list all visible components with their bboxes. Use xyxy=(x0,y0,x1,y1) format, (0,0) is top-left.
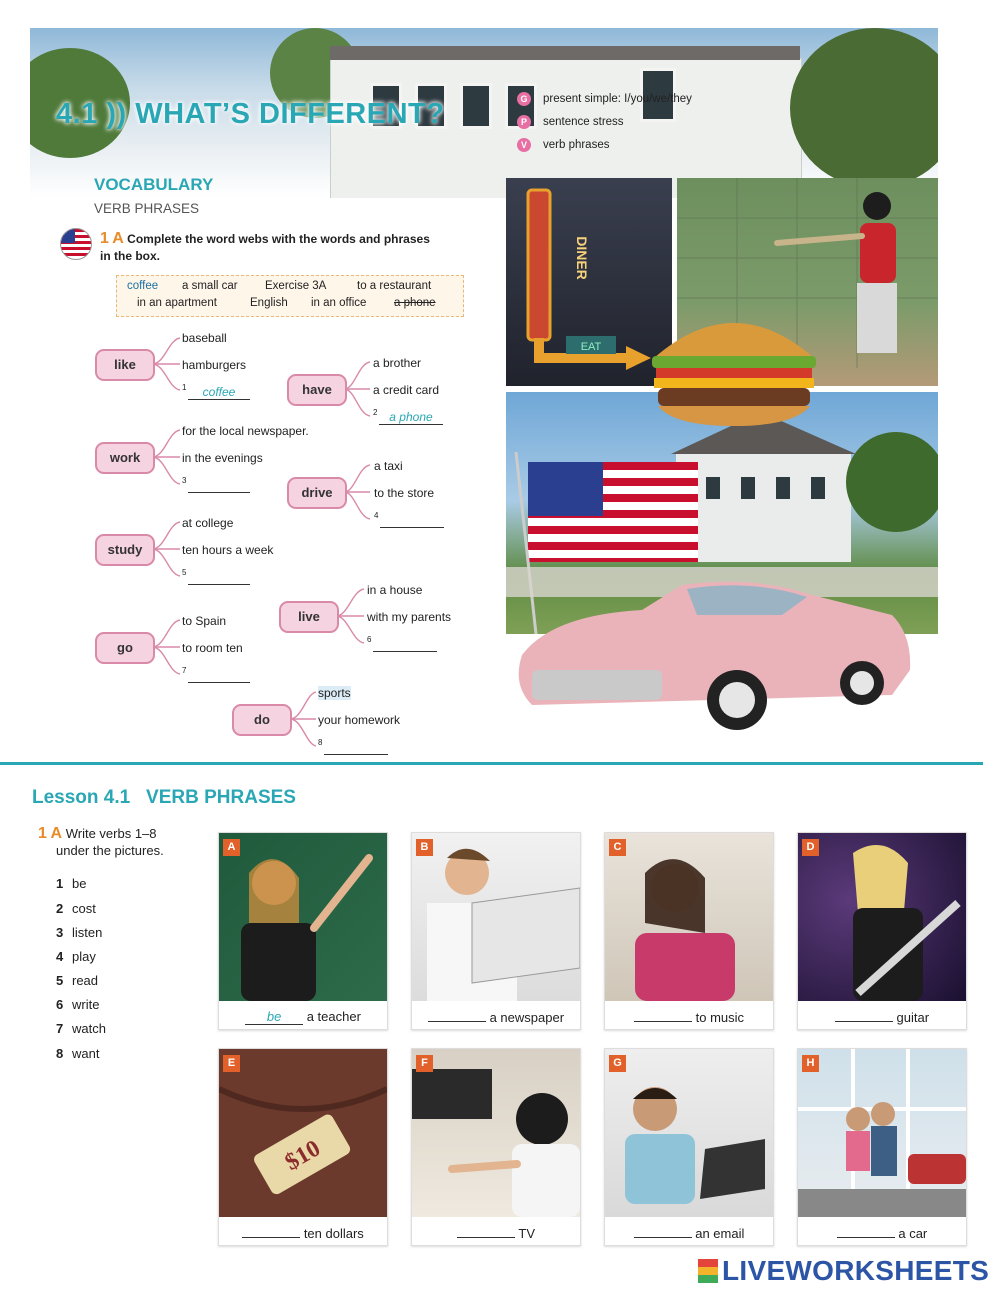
verb-number: 6 xyxy=(56,997,64,1012)
grammar-text: present simple: I/you/we/they xyxy=(543,93,692,105)
newspaper-photo xyxy=(412,833,580,1001)
blank-number: 4 xyxy=(374,511,379,520)
verb-number: 5 xyxy=(56,973,64,988)
web-item: baseball xyxy=(182,331,227,345)
blank-number: 8 xyxy=(318,738,323,747)
picture-letter: D xyxy=(802,839,819,856)
eat-sign-text: EAT xyxy=(580,341,602,353)
answer-blank[interactable] xyxy=(634,1021,692,1022)
liveworksheets-logo xyxy=(698,1255,989,1287)
price-tag-photo xyxy=(219,1049,387,1217)
diner-sign-text: DINER xyxy=(574,236,590,280)
pink-car-photo xyxy=(512,575,914,755)
caption-text: ten dollars xyxy=(303,1226,364,1241)
verb-word: write xyxy=(72,997,100,1012)
caption-text: to music xyxy=(695,1010,745,1025)
logo-text: LIVEWORKSHEETS xyxy=(722,1255,990,1286)
web-verb-have: have xyxy=(287,374,347,406)
web-item: with my parents xyxy=(367,610,452,624)
laptop-email-photo xyxy=(605,1049,773,1217)
answer-blank[interactable]: be xyxy=(245,1009,303,1025)
picture-caption xyxy=(798,1010,966,1025)
lesson-title: Lesson 4.1 VERB PHRASES xyxy=(32,787,296,808)
verb-word: listen xyxy=(72,925,103,940)
answer-blank-3[interactable] xyxy=(188,478,250,493)
verb-word: read xyxy=(72,973,99,988)
caption-text: guitar xyxy=(896,1010,930,1025)
picture-card-g xyxy=(604,1048,774,1246)
word-box-item: Exercise 3A xyxy=(265,280,327,292)
word-box-item: English xyxy=(250,297,288,309)
picture-card-f xyxy=(411,1048,581,1246)
web-verb-go: go xyxy=(95,632,155,664)
caption-text: a teacher xyxy=(306,1009,361,1024)
picture-card-a xyxy=(218,832,388,1030)
blank-number: 5 xyxy=(182,568,187,577)
answer-blank-6[interactable] xyxy=(373,637,437,652)
answer-blank-7[interactable] xyxy=(188,668,250,683)
blank-number: 1 xyxy=(182,383,187,392)
teacher-photo xyxy=(219,833,387,1001)
answer-blank-4[interactable] xyxy=(380,513,444,528)
word-box-item: in an office xyxy=(311,297,367,309)
price-tag-text: $10 xyxy=(280,1135,325,1176)
verb-list-item xyxy=(56,925,102,940)
exercise-letter: A xyxy=(50,825,63,842)
verb-list-item xyxy=(56,997,99,1012)
word-box-item: a phone xyxy=(394,297,436,309)
vocabulary-subheading: VERB PHRASES xyxy=(94,201,200,216)
picture-caption xyxy=(219,1009,387,1025)
web-item: ten hours a week xyxy=(182,543,274,557)
hamburger-photo xyxy=(644,298,824,430)
blank-number: 3 xyxy=(182,476,187,485)
picture-card-e xyxy=(218,1048,388,1246)
picture-card-h xyxy=(797,1048,967,1246)
web-item: to the store xyxy=(374,486,435,500)
couple-car-photo xyxy=(798,1049,966,1217)
vocabulary-heading: VOCABULARY xyxy=(94,175,214,194)
verb-number: 3 xyxy=(56,925,64,940)
web-item: in a house xyxy=(367,583,423,597)
instruction-text: Complete the word webs with the words and phrases in the box. xyxy=(100,232,430,263)
instruction-line: under the pictures. xyxy=(56,843,164,858)
verb-list-item xyxy=(56,1046,99,1061)
liveworksheets-logo-icon xyxy=(698,1259,718,1283)
instruction-line: Write verbs 1–8 xyxy=(65,826,157,841)
web-item: a taxi xyxy=(374,459,403,473)
web-verb-drive: drive xyxy=(287,477,347,509)
verb-word: watch xyxy=(72,1021,106,1036)
vocabulary-badge: V xyxy=(517,138,531,152)
answer-blank[interactable] xyxy=(634,1237,692,1238)
picture-letter: B xyxy=(416,839,433,856)
verb-word: be xyxy=(72,876,87,891)
web-item: hamburgers xyxy=(182,358,247,372)
vocabulary-text: verb phrases xyxy=(543,139,610,151)
picture-card-b xyxy=(411,832,581,1030)
blank-number: 2 xyxy=(373,408,378,417)
picture-caption xyxy=(219,1226,387,1241)
listening-music-photo xyxy=(605,833,773,1001)
web-item: a credit card xyxy=(373,383,440,397)
answer-blank[interactable] xyxy=(835,1021,893,1022)
web-item: your homework xyxy=(318,713,401,727)
watching-tv-photo xyxy=(412,1049,580,1217)
answer-blank[interactable] xyxy=(837,1237,895,1238)
picture-letter: H xyxy=(802,1055,819,1072)
verb-list-item xyxy=(56,973,98,988)
picture-letter: E xyxy=(223,1055,240,1072)
verb-number: 8 xyxy=(56,1046,64,1061)
web-item: a brother xyxy=(373,356,422,370)
web-verb-like: like xyxy=(95,349,155,381)
verb-number: 7 xyxy=(56,1021,64,1036)
grammar-badge: G xyxy=(517,92,531,106)
picture-caption xyxy=(412,1226,580,1241)
exercise-number: 1 xyxy=(100,230,109,247)
picture-letter: F xyxy=(416,1055,433,1072)
web-item: at college xyxy=(182,516,234,530)
pronunciation-badge: P xyxy=(517,115,531,129)
web-item: for the local newspaper. xyxy=(182,424,309,438)
guitar-photo xyxy=(798,833,966,1001)
picture-caption xyxy=(798,1226,966,1241)
exercise-number: 1 xyxy=(38,825,47,842)
pronunciation-text: sentence stress xyxy=(543,116,624,128)
picture-card-c xyxy=(604,832,774,1030)
answer-blank[interactable] xyxy=(457,1237,515,1238)
verb-number: 1 xyxy=(56,876,64,891)
web-verb-do: do xyxy=(232,704,292,736)
picture-caption xyxy=(412,1010,580,1025)
picture-letter: C xyxy=(609,839,626,856)
web-verb-live: live xyxy=(279,601,339,633)
verb-list-item xyxy=(56,1021,106,1036)
verb-list-item xyxy=(56,949,96,964)
lesson-instruction xyxy=(38,825,198,859)
verb-word: play xyxy=(72,949,96,964)
web-item: to room ten xyxy=(182,641,243,655)
exercise-letter: A xyxy=(112,230,124,247)
answer-blank-2[interactable]: a phone xyxy=(379,410,443,425)
answer-blank[interactable] xyxy=(242,1237,300,1238)
picture-letter: G xyxy=(609,1055,626,1072)
answer-blank-1[interactable]: coffee xyxy=(188,385,250,400)
verb-number: 4 xyxy=(56,949,64,964)
web-verb-study: study xyxy=(95,534,155,566)
word-box-item: to a restaurant xyxy=(357,280,432,292)
picture-letter: A xyxy=(223,839,240,856)
word-box-item: a small car xyxy=(182,280,238,292)
verb-word: want xyxy=(72,1046,100,1061)
word-box-item: coffee xyxy=(127,280,159,292)
blank-number: 7 xyxy=(182,666,187,675)
caption-text: a car xyxy=(898,1226,928,1241)
verb-list-item xyxy=(56,901,96,916)
answer-blank[interactable] xyxy=(428,1021,486,1022)
blank-number: 6 xyxy=(367,635,372,644)
verb-number: 2 xyxy=(56,901,64,916)
web-verb-work: work xyxy=(95,442,155,474)
web-item: in the evenings xyxy=(182,451,263,465)
verb-word: cost xyxy=(72,901,96,916)
picture-caption xyxy=(605,1226,773,1241)
answer-blank-5[interactable] xyxy=(188,570,250,585)
caption-text: TV xyxy=(518,1226,535,1241)
web-item: sports xyxy=(318,686,351,700)
caption-text: a newspaper xyxy=(489,1010,565,1025)
page-title: 4.1 )) WHAT’S DIFFERENT? xyxy=(56,98,445,130)
answer-blank-8[interactable] xyxy=(324,740,388,755)
picture-card-d xyxy=(797,832,967,1030)
word-box-item: in an apartment xyxy=(137,297,217,309)
web-item: to Spain xyxy=(182,614,227,628)
verb-list-item xyxy=(56,876,86,891)
section-divider xyxy=(0,762,983,765)
picture-caption xyxy=(605,1010,773,1025)
caption-text: an email xyxy=(695,1226,745,1241)
